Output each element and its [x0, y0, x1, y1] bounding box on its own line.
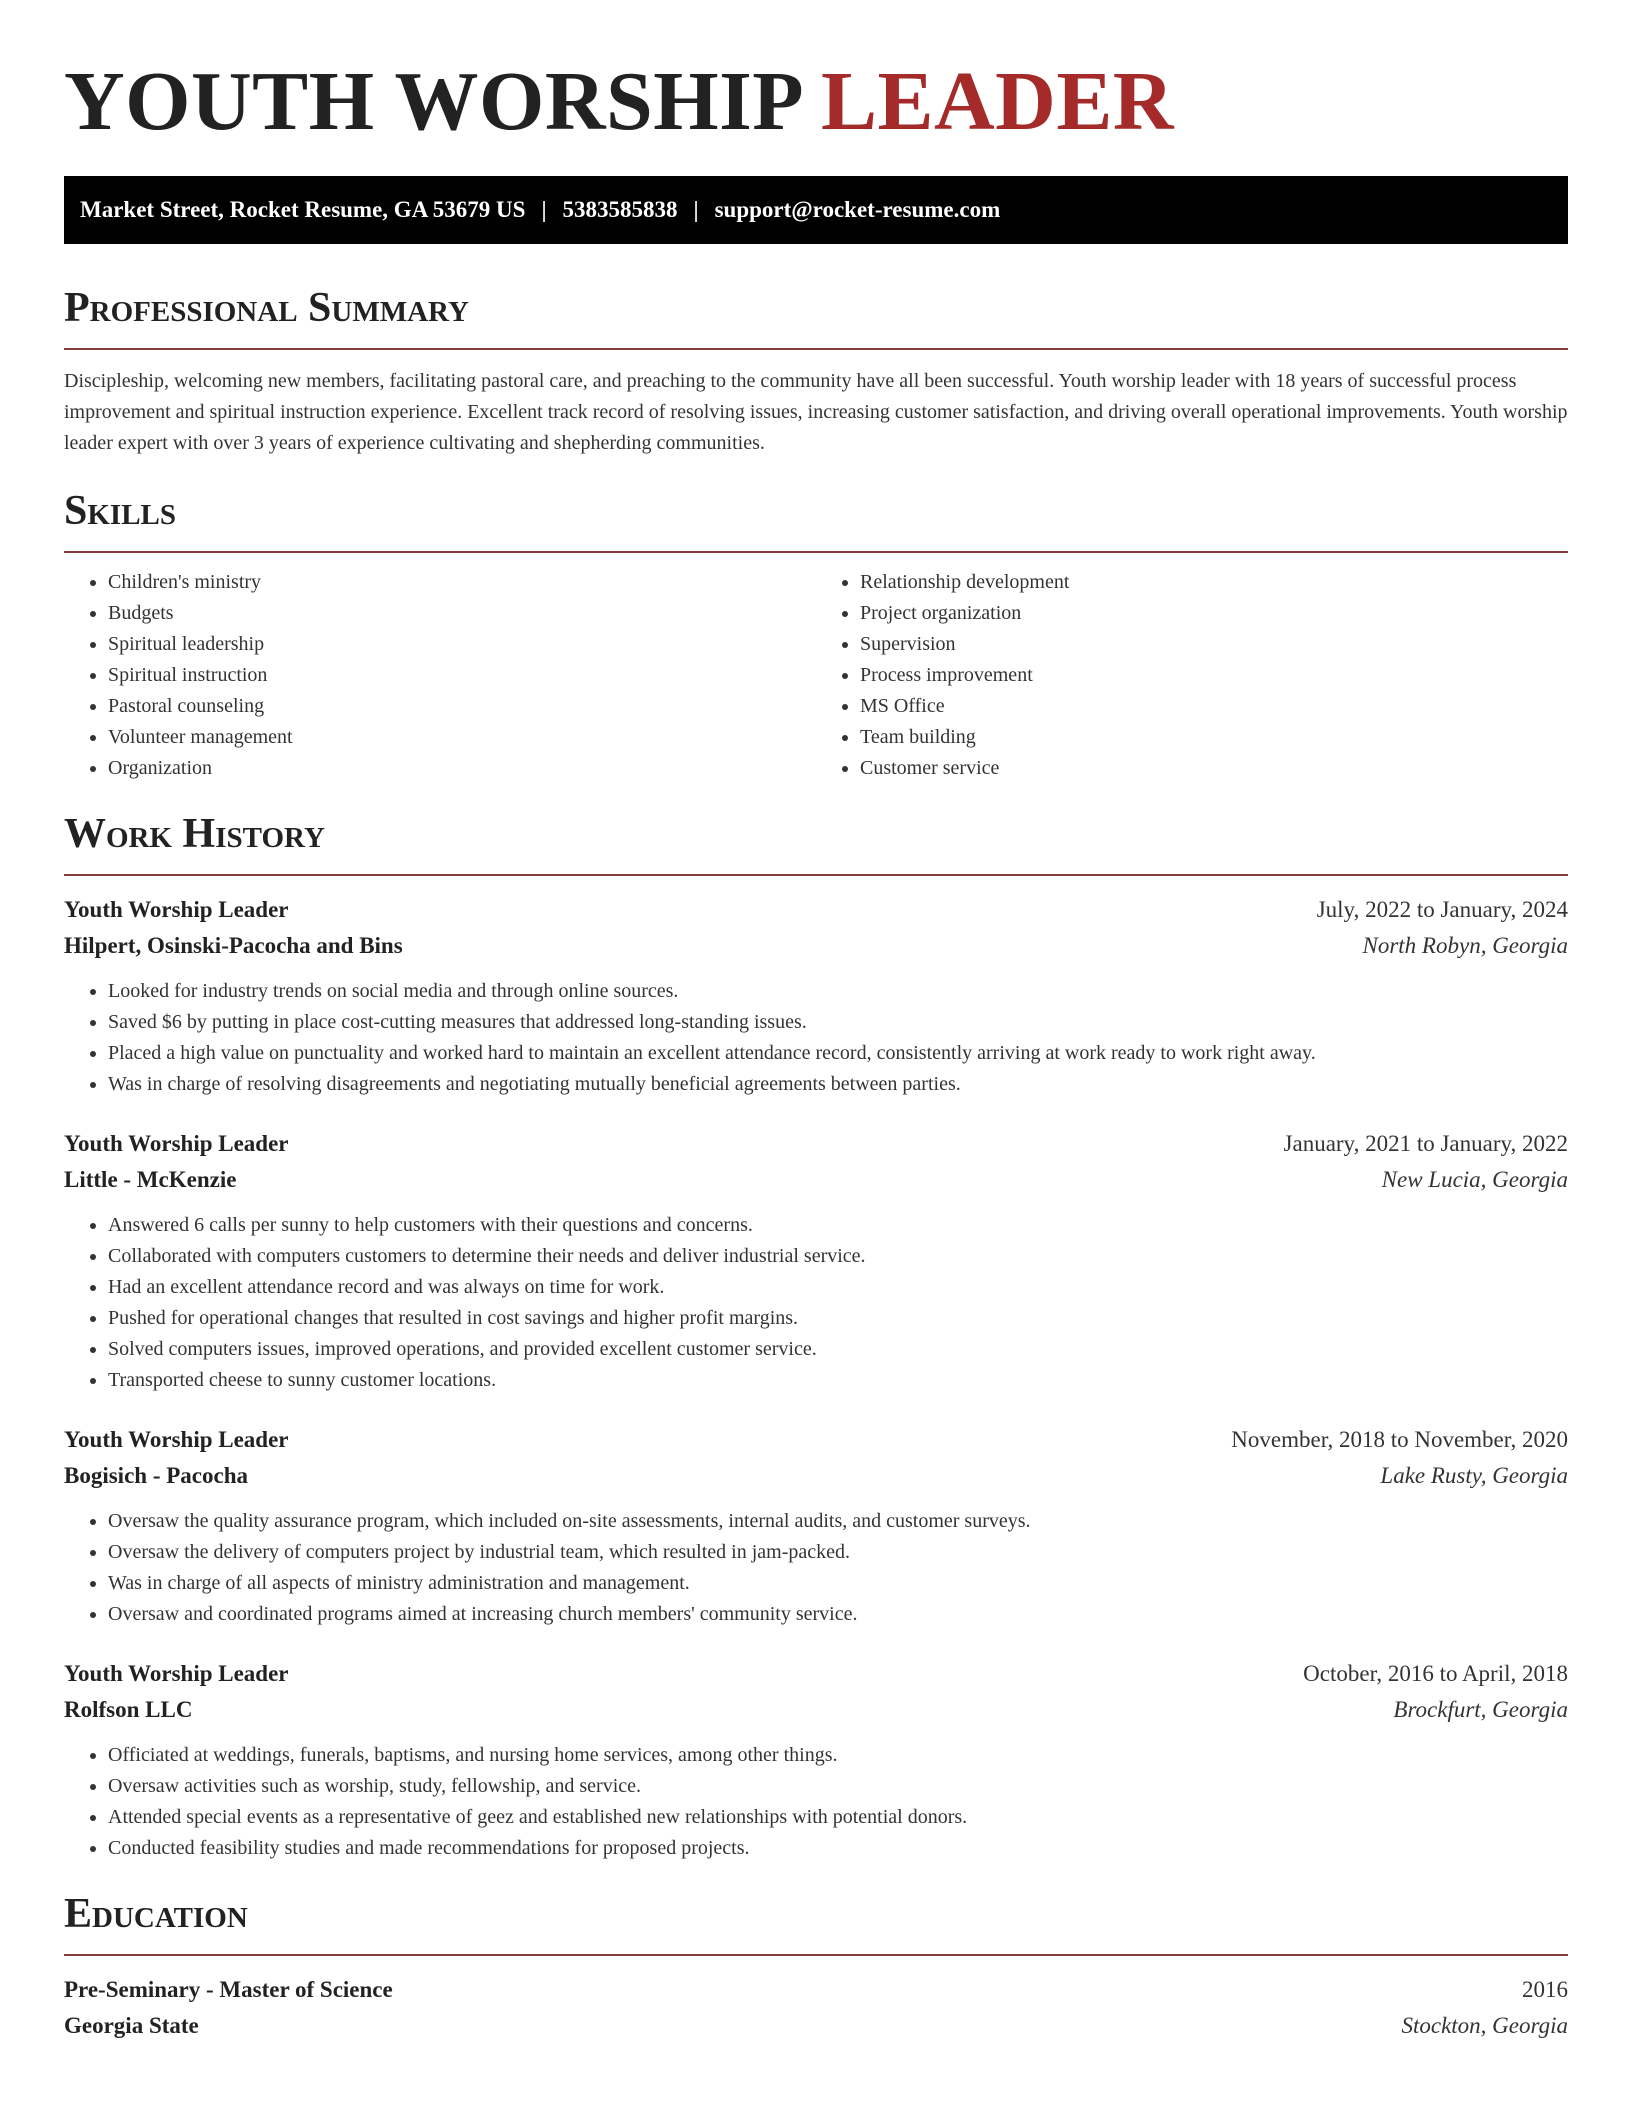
- job-bullet: • Attended special events as a representative of geez and established new relationships with potential donors.: [108, 1802, 1568, 1833]
- job-company: Bogisich - Pacocha: [64, 1463, 248, 1488]
- education-school: Georgia State: [64, 2013, 199, 2038]
- section-title-summary: Professional Summary: [64, 285, 469, 331]
- skill-item: • Project organization: [860, 598, 1568, 629]
- job-location: Brockfurt, Georgia: [1393, 1697, 1568, 1722]
- skills-list-left: [64, 567, 816, 784]
- job-bullet: • Had an excellent attendance record and was always on time for work.: [108, 1272, 1568, 1303]
- job-bullet: • Pushed for operational changes that resulted in cost savings and higher profit margins.: [108, 1303, 1568, 1334]
- skill-item: • Budgets: [108, 598, 816, 629]
- skill-item: • Children's ministry: [108, 567, 816, 598]
- work-history-section: [64, 810, 1568, 1864]
- resume-name: [64, 52, 1568, 152]
- job-dates: November, 2018 to November, 2020: [1231, 1427, 1568, 1452]
- skill-item: • Customer service: [860, 753, 1568, 784]
- section-title-work-history: Work History: [64, 811, 325, 857]
- job-bullets: [64, 1210, 1568, 1396]
- contact-separator: |: [693, 197, 699, 222]
- job-bullet: • Oversaw the quality assurance program, which included on-site assessments, internal audits, and customer surveys.: [108, 1506, 1568, 1537]
- job-bullet: • Looked for industry trends on social media and through online sources.: [108, 976, 1568, 1007]
- contact-email: support@rocket-resume.com: [714, 197, 1001, 222]
- summary-section: [64, 284, 1568, 459]
- job-bullets: [64, 1740, 1568, 1864]
- job-entry: [64, 1126, 1568, 1396]
- job-header-row: [64, 1126, 1568, 1162]
- skills-section: [64, 487, 1568, 784]
- education-school-row: [64, 2008, 1568, 2044]
- job-title: Youth Worship Leader: [64, 1131, 289, 1156]
- section-divider: [64, 551, 1568, 553]
- job-bullet: • Oversaw the delivery of computers project by industrial team, which resulted in jam-packed.: [108, 1537, 1568, 1568]
- section-title-education: Education: [64, 1891, 248, 1937]
- skill-item: • Spiritual leadership: [108, 629, 816, 660]
- job-company-row: [64, 1458, 1568, 1494]
- job-bullets: [64, 976, 1568, 1100]
- job-bullet: • Oversaw and coordinated programs aimed at increasing church members' community service.: [108, 1599, 1568, 1630]
- education-location: Stockton, Georgia: [1401, 2013, 1568, 2038]
- skills-columns: [64, 567, 1568, 784]
- job-location: New Lucia, Georgia: [1381, 1167, 1568, 1192]
- section-title-skills: Skills: [64, 488, 177, 534]
- education-entry: [64, 1972, 1568, 2044]
- contact-phone: 5383585838: [562, 197, 678, 222]
- job-header-row: [64, 1656, 1568, 1692]
- job-bullet: • Transported cheese to sunny customer locations.: [108, 1365, 1568, 1396]
- contact-address: Market Street, Rocket Resume, GA 53679 US: [80, 197, 526, 222]
- skill-item: • Spiritual instruction: [108, 660, 816, 691]
- job-bullet: • Solved computers issues, improved operations, and provided excellent customer service.: [108, 1334, 1568, 1365]
- job-location: Lake Rusty, Georgia: [1380, 1463, 1568, 1488]
- job-dates: July, 2022 to January, 2024: [1316, 897, 1568, 922]
- job-title: Youth Worship Leader: [64, 1661, 289, 1686]
- section-divider: [64, 348, 1568, 350]
- section-divider: [64, 1954, 1568, 1956]
- education-degree: Pre-Seminary - Master of Science: [64, 1977, 393, 2002]
- job-company-row: [64, 1162, 1568, 1198]
- job-bullets: [64, 1506, 1568, 1630]
- job-company-row: [64, 1692, 1568, 1728]
- job-location: North Robyn, Georgia: [1362, 933, 1568, 958]
- skills-list-right: [816, 567, 1568, 784]
- job-dates: January, 2021 to January, 2022: [1283, 1131, 1568, 1156]
- job-header-row: [64, 1422, 1568, 1458]
- job-bullet: • Placed a high value on punctuality and worked hard to maintain an excellent attendance record, consistently arriving at work ready to work right away.: [108, 1038, 1568, 1069]
- summary-text: Discipleship, welcoming new members, facilitating pastoral care, and preaching to the community have all been successful. Youth worship leader with 18 years of successful process improvement and spiritual instruction experience. Excellent track record of resolving issues, increasing customer satisfaction, and driving overall operational improvements. Youth worship leader expert with over 3 years of experience cultivating and shepherding communities.: [64, 370, 1568, 454]
- job-bullet: • Saved $6 by putting in place cost-cutting measures that addressed long-standing issues.: [108, 1007, 1568, 1038]
- job-entry: [64, 1422, 1568, 1630]
- education-header-row: [64, 1972, 1568, 2008]
- job-header-row: [64, 892, 1568, 928]
- skill-item: • Relationship development: [860, 567, 1568, 598]
- skill-item: • Supervision: [860, 629, 1568, 660]
- job-entry: [64, 1656, 1568, 1864]
- contact-bar: [64, 176, 1568, 244]
- job-company: Little - McKenzie: [64, 1167, 237, 1192]
- job-bullet: • Collaborated with computers customers to determine their needs and deliver industrial service.: [108, 1241, 1568, 1272]
- skill-item: • Pastoral counseling: [108, 691, 816, 722]
- job-company: Hilpert, Osinski-Pacocha and Bins: [64, 933, 403, 958]
- skill-item: • Organization: [108, 753, 816, 784]
- job-title: Youth Worship Leader: [64, 897, 289, 922]
- education-year: 2016: [1522, 1977, 1568, 2002]
- education-section: [64, 1890, 1568, 2044]
- job-company-row: [64, 928, 1568, 964]
- job-bullet: • Was in charge of resolving disagreements and negotiating mutually beneficial agreements between parties.: [108, 1069, 1568, 1100]
- contact-separator: |: [541, 197, 547, 222]
- skill-item: • MS Office: [860, 691, 1568, 722]
- section-divider: [64, 874, 1568, 876]
- job-entry: [64, 892, 1568, 1100]
- skill-item: • Process improvement: [860, 660, 1568, 691]
- name-accent: LEADER: [820, 55, 1175, 148]
- skill-item: • Team building: [860, 722, 1568, 753]
- job-bullet: • Oversaw activities such as worship, study, fellowship, and service.: [108, 1771, 1568, 1802]
- job-title: Youth Worship Leader: [64, 1427, 289, 1452]
- job-dates: October, 2016 to April, 2018: [1303, 1661, 1568, 1686]
- job-bullet: • Conducted feasibility studies and made recommendations for proposed projects.: [108, 1833, 1568, 1864]
- skill-item: • Volunteer management: [108, 722, 816, 753]
- job-company: Rolfson LLC: [64, 1697, 193, 1722]
- name-main: YOUTH WORSHIP: [64, 55, 800, 148]
- job-bullet: • Officiated at weddings, funerals, baptisms, and nursing home services, among other things.: [108, 1740, 1568, 1771]
- job-bullet: • Was in charge of all aspects of ministry administration and management.: [108, 1568, 1568, 1599]
- job-bullet: • Answered 6 calls per sunny to help customers with their questions and concerns.: [108, 1210, 1568, 1241]
